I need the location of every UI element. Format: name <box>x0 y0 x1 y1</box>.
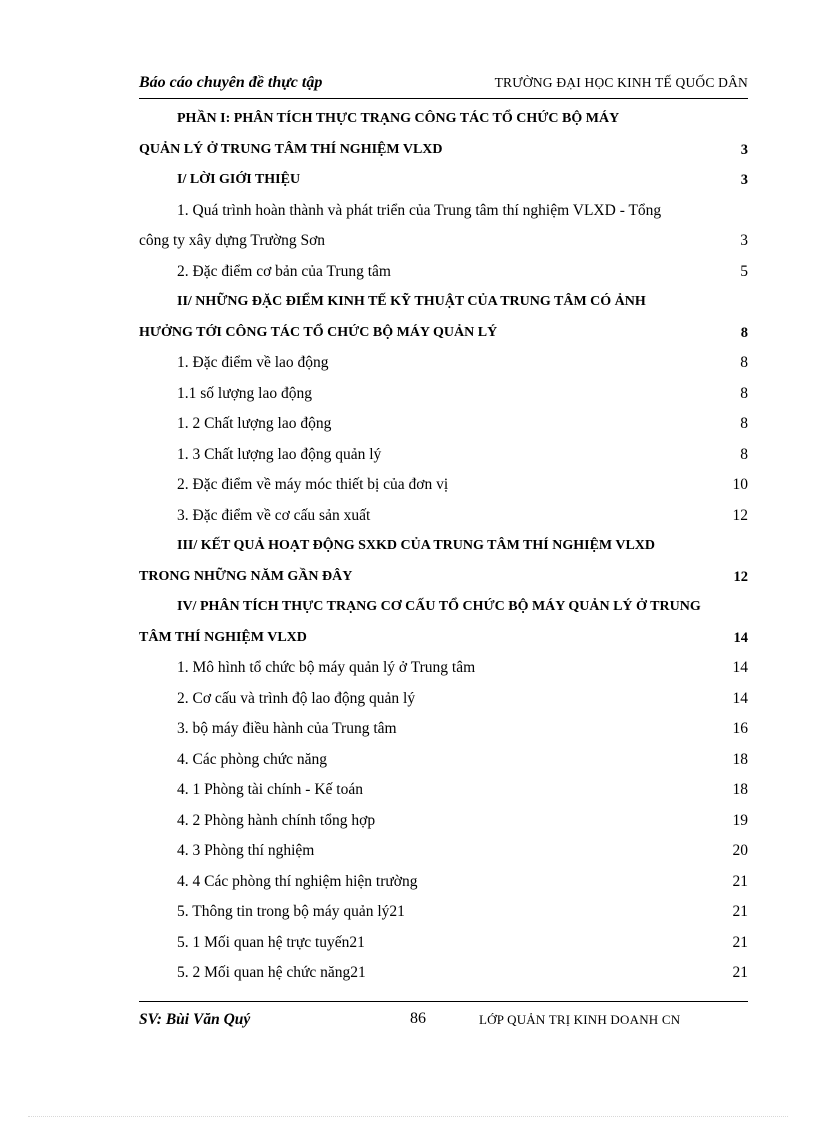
toc-entry <box>139 379 748 410</box>
toc-entry <box>139 135 748 166</box>
toc-entry <box>139 806 748 837</box>
toc-entry-page: 14 <box>732 659 748 676</box>
toc-entry-page: 8 <box>740 415 748 432</box>
toc-entry-title: PHẦN I: PHÂN TÍCH THỰC TRẠNG CÔNG TÁC TỔ CHỨC BỘ MÁY <box>177 111 620 126</box>
toc-entry-page: 18 <box>732 781 748 798</box>
toc-entry-page: 5 <box>740 262 748 280</box>
toc-entry <box>139 562 748 593</box>
toc-entry-page: 8 <box>740 324 748 341</box>
toc-entry-title: công ty xây dựng Trường Sơn <box>139 232 326 249</box>
toc-entry-page: 16 <box>732 720 748 737</box>
toc-entry-title: TRONG NHỮNG NĂM GẦN ĐÂY <box>139 568 353 584</box>
toc-entry <box>139 623 748 654</box>
toc-entry-page: 18 <box>732 750 748 768</box>
toc-entry <box>139 531 748 562</box>
toc-entry-title: HƯỞNG TỚI CÔNG TÁC TỔ CHỨC BỘ MÁY QUẢN LÝ <box>139 324 498 340</box>
toc-entry-title: 4. 2 Phòng hành chính tổng hợp <box>177 811 376 829</box>
toc-entry-title: IV/ PHÂN TÍCH THỰC TRẠNG CƠ CẤU TỔ CHỨC BỘ MÁY QUẢN LÝ Ở TRUNG <box>177 599 701 614</box>
toc-entry <box>139 440 748 471</box>
toc-entry-title: 5. 1 Mối quan hệ trực tuyến21 <box>177 933 365 951</box>
toc-entry <box>139 867 748 898</box>
toc-entry-title: 1. 3 Chất lượng lao động quản lý <box>177 445 382 463</box>
toc-entry-title: TÂM THÍ NGHIỆM VLXD <box>139 629 307 645</box>
toc-entry <box>139 257 748 288</box>
toc-entry-title: 1. 2 Chất lượng lao động <box>177 415 332 432</box>
toc-entry-page: 14 <box>733 629 748 646</box>
toc-entry-page: 12 <box>733 568 748 585</box>
toc-entry-title: 2. Đặc điểm cơ bản của Trung tâm <box>177 262 391 280</box>
toc-entry-title: 3. bộ máy điều hành của Trung tâm <box>177 720 397 737</box>
toc-entry-page: 3 <box>740 232 748 249</box>
toc-entry-title: 4. 4 Các phòng thí nghiệm hiện trường <box>177 872 418 890</box>
toc-entry <box>139 958 748 989</box>
toc-entry-title: I/ LỜI GIỚI THIỆU <box>177 172 301 187</box>
toc-entry-title: QUẢN LÝ Ở TRUNG TÂM THÍ NGHIỆM VLXD <box>139 141 443 157</box>
toc-entry-page: 10 <box>732 476 748 493</box>
page-edge-dotted-line <box>28 1116 788 1117</box>
page-number: 86 <box>410 1010 426 1027</box>
toc-entry-page: 3 <box>740 172 748 188</box>
toc-entry-page: 8 <box>740 384 748 402</box>
toc-entry-page: 14 <box>732 689 748 707</box>
toc-entry <box>139 226 748 257</box>
table-of-contents <box>139 104 748 989</box>
class-name: LỚP QUẢN TRỊ KINH DOANH CN <box>479 1012 681 1027</box>
toc-entry-page: 12 <box>732 506 748 524</box>
report-title: Báo cáo chuyên đề thực tập <box>139 74 323 91</box>
toc-entry-title: 5. 2 Mối quan hệ chức năng21 <box>177 964 366 981</box>
toc-entry-title: 4. Các phòng chức năng <box>177 750 328 768</box>
toc-entry-page: 21 <box>732 903 748 920</box>
toc-entry-page: 21 <box>732 933 748 951</box>
toc-entry-title: 3. Đặc điểm về cơ cấu sản xuất <box>177 506 371 524</box>
toc-entry <box>139 470 748 501</box>
page-header <box>139 72 748 99</box>
toc-entry-page: 20 <box>732 842 748 859</box>
toc-entry <box>139 836 748 867</box>
toc-entry <box>139 775 748 806</box>
university-name: TRƯỜNG ĐẠI HỌC KINH TẾ QUỐC DÂN <box>494 75 748 90</box>
toc-entry-page: 21 <box>732 872 748 890</box>
toc-entry-title: 2. Cơ cấu và trình độ lao động quản lý <box>177 689 416 707</box>
toc-entry <box>139 684 748 715</box>
toc-entry <box>139 501 748 532</box>
toc-entry <box>139 928 748 959</box>
toc-entry <box>139 897 748 928</box>
toc-entry <box>139 348 748 379</box>
toc-entry-title: 1. Đặc điểm về lao động <box>177 354 329 371</box>
toc-entry-page: 3 <box>740 141 748 158</box>
student-name: SV: Bùi Văn Quý <box>139 1011 251 1028</box>
toc-entry-page: 19 <box>732 811 748 829</box>
toc-entry-page: 8 <box>740 445 748 463</box>
toc-entry <box>139 592 748 623</box>
toc-entry <box>139 745 748 776</box>
toc-entry-title: 4. 1 Phòng tài chính - Kế toán <box>177 781 363 798</box>
toc-entry-title: 5. Thông tin trong bộ máy quản lý21 <box>177 903 405 920</box>
toc-entry-page: 8 <box>740 354 748 371</box>
toc-entry-title: 1. Mô hình tổ chức bộ máy quản lý ở Trung tâm <box>177 659 476 676</box>
toc-entry-title: 1. Quá trình hoàn thành và phát triển của Trung tâm thí nghiệm VLXD - Tổng <box>177 201 662 219</box>
toc-entry <box>139 409 748 440</box>
toc-entry-title: 1.1 số lượng lao động <box>177 384 312 402</box>
toc-entry-title: III/ KẾT QUẢ HOẠT ĐỘNG SXKD CỦA TRUNG TÂM THÍ NGHIỆM VLXD <box>177 538 656 553</box>
page-footer <box>139 1001 748 1028</box>
toc-entry <box>139 287 748 318</box>
toc-entry <box>139 196 748 227</box>
toc-entry <box>139 714 748 745</box>
toc-entry <box>139 318 748 349</box>
toc-entry <box>139 104 748 135</box>
toc-entry-title: 4. 3 Phòng thí nghiệm <box>177 842 315 859</box>
toc-entry-page: 21 <box>732 964 748 981</box>
toc-entry <box>139 653 748 684</box>
toc-entry-title: 2. Đặc điểm về máy móc thiết bị của đơn vị <box>177 476 449 493</box>
toc-entry-title: II/ NHỮNG ĐẶC ĐIỂM KINH TẾ KỸ THUẬT CỦA TRUNG TÂM CÓ ẢNH <box>177 294 646 309</box>
toc-entry <box>139 165 748 196</box>
